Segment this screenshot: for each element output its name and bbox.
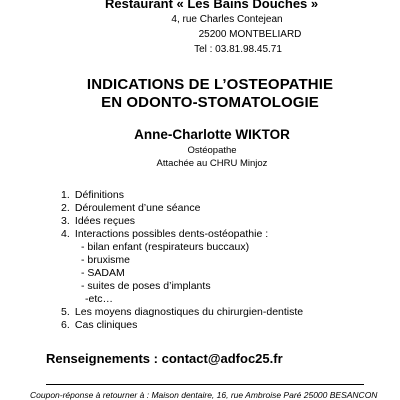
program-item — [61, 306, 381, 319]
program-item-number: 2. — [61, 202, 70, 214]
program-item-text: Déroulement d’une séance — [74, 202, 201, 214]
program-list — [61, 189, 381, 332]
program-item-text: Les moyens diagnostiques du chirurgien-dentiste — [74, 306, 304, 318]
program-item — [61, 228, 381, 241]
coupon-address: Maison dentaire, 16, rue Ambroise Paré 25000 BESANCON — [151, 390, 378, 400]
venue-phone: Tel : 03.81.98.45.71 — [194, 44, 282, 55]
program-item-number: 5. — [61, 306, 70, 318]
program-item — [61, 319, 381, 332]
program-subitem: -etc… — [85, 293, 114, 305]
program-item-text: Définitions — [74, 189, 124, 201]
program-item-number: 1. — [61, 189, 70, 201]
title-line-1: INDICATIONS DE L’OSTEOPATHIE — [86, 76, 334, 93]
contact-line — [46, 351, 283, 367]
program-subitem: - bilan enfant (respirateurs buccaux) — [81, 241, 250, 253]
program-item — [61, 215, 381, 228]
program-subitem: - suites de poses d’implants — [81, 280, 211, 292]
author-affiliation: Attachée au CHRU Minjoz — [156, 158, 268, 169]
venue-city: 25200 MONTBELIARD — [198, 29, 302, 40]
program-item-number: 6. — [61, 319, 70, 331]
title-line-2: EN ODONTO-STOMATOLOGIE — [101, 94, 319, 111]
coupon-line — [30, 390, 377, 400]
contact-email[interactable]: contact@adfoc25.fr — [161, 351, 283, 366]
program-subitem: - bruxisme — [81, 254, 131, 266]
program-item-text: Interactions possibles dents-ostéopathie : — [74, 228, 269, 240]
contact-label: Renseignements : — [46, 351, 158, 366]
program-subitem: - SADAM — [81, 267, 125, 279]
program-item — [61, 202, 381, 215]
coupon-label: Coupon-réponse à retourner à : — [30, 390, 150, 400]
program-item-text: Cas cliniques — [74, 319, 138, 331]
program-item-number: 3. — [61, 215, 70, 227]
venue-street: 4, rue Charles Contejean — [171, 14, 283, 25]
author-role: Ostéopathe — [187, 145, 237, 156]
divider-line — [46, 384, 364, 385]
program-item-text: Idées reçues — [74, 215, 136, 227]
author-name: Anne-Charlotte WIKTOR — [134, 127, 290, 142]
program-item-number: 4. — [61, 228, 70, 240]
venue-name: Restaurant « Les Bains Douches » — [105, 0, 319, 11]
program-item — [61, 189, 381, 202]
